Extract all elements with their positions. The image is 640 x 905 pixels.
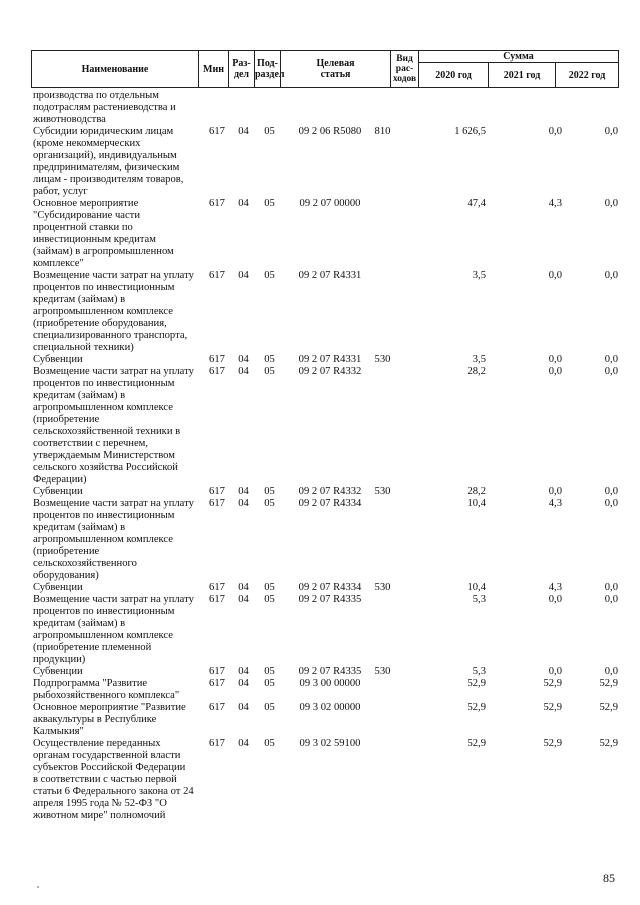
cell-podrazdel: 05: [264, 354, 275, 365]
cell-sum-2020: 52,9: [467, 702, 486, 713]
cell-sum-2022: 52,9: [599, 678, 618, 689]
header-2020: 2020 год: [419, 63, 489, 88]
cell-podrazdel: 05: [264, 498, 275, 509]
cell-razdel: 04: [238, 738, 249, 749]
row-name: Подпрограмма "Развитие рыбохозяйственного комплекса": [33, 678, 180, 701]
cell-sum-2020: 47,4: [467, 198, 486, 209]
cell-sum-2020: 28,2: [467, 486, 486, 497]
cell-ministry: 617: [209, 126, 225, 137]
table-row: [33, 366, 618, 486]
cell-razdel: 04: [238, 126, 249, 137]
cell-sum-2022: 0,0: [604, 594, 618, 605]
header-vid: Вид рас- ходов: [391, 51, 419, 88]
cell-sum-2020: 28,2: [467, 366, 486, 377]
row-name: Основное мероприятие "Развитие аквакультуры в Республике Калмыкия": [33, 702, 186, 737]
cell-ministry: 617: [209, 270, 225, 281]
cell-podrazdel: 05: [264, 126, 275, 137]
table-row: [33, 354, 618, 366]
row-name: Субвенции: [33, 666, 83, 677]
cell-razdel: 04: [238, 702, 249, 713]
cell-target-article: 09 2 07 R4331: [298, 270, 362, 281]
cell-target-article: 09 2 06 R5080: [298, 126, 362, 137]
cell-expense-type: 530: [374, 486, 391, 497]
table-row: [33, 498, 618, 582]
cell-ministry: 617: [209, 354, 225, 365]
cell-ministry: 617: [209, 498, 225, 509]
cell-razdel: 04: [238, 270, 249, 281]
cell-sum-2021: 0,0: [548, 126, 562, 137]
cell-sum-2021: 0,0: [548, 486, 562, 497]
cell-sum-2021: 0,0: [548, 270, 562, 281]
header-2022: 2022 год: [556, 63, 619, 88]
cell-sum-2020: 5,3: [472, 666, 486, 677]
cell-sum-2022: 0,0: [604, 498, 618, 509]
cell-razdel: 04: [238, 486, 249, 497]
cell-ministry: 617: [209, 594, 225, 605]
table-row: [33, 582, 618, 594]
cell-sum-2021: 0,0: [548, 354, 562, 365]
cell-target-article: 09 2 07 R4332: [298, 366, 362, 377]
cell-ministry: 617: [209, 366, 225, 377]
cell-razdel: 04: [238, 354, 249, 365]
cell-podrazdel: 05: [264, 198, 275, 209]
cell-razdel: 04: [238, 582, 249, 593]
cell-sum-2021: 4,3: [548, 582, 562, 593]
table-row: [33, 486, 618, 498]
row-name: Субсидии юридическим лицам (кроме некоммерческих организаций), индивидуальным предпринимателям, физическим лицам - производителям товаров, работ, услуг: [33, 126, 184, 197]
cell-sum-2022: 0,0: [604, 486, 618, 497]
cell-podrazdel: 05: [264, 702, 275, 713]
row-name: Возмещение части затрат на уплату процентов по инвестиционным кредитам (займам) в агропромышленном комплексе (приобретение племенной продукции): [33, 594, 194, 665]
cell-sum-2021: 52,9: [543, 738, 562, 749]
row-name: Субвенции: [33, 486, 83, 497]
table-row: [33, 126, 618, 198]
cell-sum-2020: 10,4: [467, 498, 486, 509]
table-row: [33, 270, 618, 354]
table-row: [33, 738, 618, 822]
table-row: [33, 594, 618, 666]
header-razdel: Раз- дел: [229, 51, 255, 88]
cell-podrazdel: 05: [264, 666, 275, 677]
cell-podrazdel: 05: [264, 582, 275, 593]
cell-sum-2020: 3,5: [472, 354, 486, 365]
table-row: [33, 90, 618, 126]
table-row: [33, 666, 618, 678]
table-row: [33, 198, 618, 270]
cell-target-article: 09 2 07 R4332: [298, 486, 362, 497]
cell-sum-2022: 0,0: [604, 366, 618, 377]
cell-sum-2022: 0,0: [604, 582, 618, 593]
cell-sum-2020: 5,3: [472, 594, 486, 605]
cell-sum-2020: 10,4: [467, 582, 486, 593]
table-row: [33, 678, 618, 702]
row-name: Осуществление переданных органам государственной власти субъектов Российской Федерации в соответствии с частью первой статьи 6 Федерального закона от 24 апреля 1995 года № 52-ФЗ "О животном мире" полномочий: [33, 738, 194, 821]
cell-podrazdel: 05: [264, 270, 275, 281]
cell-razdel: 04: [238, 198, 249, 209]
cell-sum-2021: 52,9: [543, 702, 562, 713]
cell-podrazdel: 05: [264, 678, 275, 689]
cell-sum-2020: 52,9: [467, 738, 486, 749]
header-podrazdel: Под- раздел: [255, 51, 281, 88]
table-row: [33, 702, 618, 738]
row-name: производства по отдельным подотраслям растениеводства и животноводства: [33, 90, 176, 125]
cell-sum-2021: 52,9: [543, 678, 562, 689]
cell-expense-type: 530: [374, 354, 391, 365]
cell-target-article: 09 2 07 R4334: [298, 498, 362, 509]
cell-target-article: 09 2 07 00000: [299, 198, 361, 209]
cell-sum-2022: 52,9: [599, 702, 618, 713]
row-name: Возмещение части затрат на уплату процентов по инвестиционным кредитам (займам) в агропромышленном комплексе (приобретение сельскохозяйственного оборудования): [33, 498, 194, 581]
cell-target-article: 09 2 07 R4335: [298, 666, 362, 677]
cell-ministry: 617: [209, 678, 225, 689]
cell-ministry: 617: [209, 486, 225, 497]
cell-ministry: 617: [209, 198, 225, 209]
cell-expense-type: 530: [374, 666, 391, 677]
cell-sum-2022: 0,0: [604, 666, 618, 677]
cell-sum-2020: 3,5: [472, 270, 486, 281]
header-name: Наименование: [32, 51, 199, 88]
cell-podrazdel: 05: [264, 594, 275, 605]
cell-expense-type: 810: [374, 126, 391, 137]
cell-sum-2022: 52,9: [599, 738, 618, 749]
cell-podrazdel: 05: [264, 738, 275, 749]
cell-target-article: 09 2 07 R4334: [298, 582, 362, 593]
cell-sum-2022: 0,0: [604, 198, 618, 209]
cell-sum-2022: 0,0: [604, 354, 618, 365]
header-target: Целевая статья: [281, 51, 391, 88]
cell-sum-2020: 1 626,5: [454, 126, 486, 137]
row-name: Основное мероприятие "Субсидирование части процентной ставки по инвестиционным кредитам (займам) в агропромышленном комплексе": [33, 198, 174, 269]
table-body: [33, 90, 618, 822]
cell-expense-type: 530: [374, 582, 391, 593]
table-header: [31, 50, 619, 88]
cell-sum-2021: 4,3: [548, 498, 562, 509]
cell-sum-2021: 0,0: [548, 594, 562, 605]
cell-ministry: 617: [209, 582, 225, 593]
cell-razdel: 04: [238, 678, 249, 689]
cell-target-article: 09 2 07 R4331: [298, 354, 362, 365]
cell-sum-2021: 0,0: [548, 366, 562, 377]
cell-podrazdel: 05: [264, 366, 275, 377]
cell-ministry: 617: [209, 738, 225, 749]
cell-sum-2022: 0,0: [604, 270, 618, 281]
cell-sum-2021: 4,3: [548, 198, 562, 209]
header-2021: 2021 год: [489, 63, 556, 88]
cell-sum-2021: 0,0: [548, 666, 562, 677]
cell-sum-2020: 52,9: [467, 678, 486, 689]
cell-razdel: 04: [238, 666, 249, 677]
cell-podrazdel: 05: [264, 486, 275, 497]
scan-speck: [37, 886, 39, 888]
cell-target-article: 09 3 02 59100: [299, 738, 361, 749]
page-number: 85: [603, 871, 615, 885]
header-min: Мин: [199, 51, 229, 88]
cell-ministry: 617: [209, 666, 225, 677]
cell-ministry: 617: [209, 702, 225, 713]
cell-sum-2022: 0,0: [604, 126, 618, 137]
cell-razdel: 04: [238, 366, 249, 377]
cell-razdel: 04: [238, 594, 249, 605]
cell-target-article: 09 2 07 R4335: [298, 594, 362, 605]
cell-target-article: 09 3 02 00000: [299, 702, 361, 713]
row-name: Возмещение части затрат на уплату процентов по инвестиционным кредитам (займам) в агропромышленном комплексе (приобретение оборудования, специализированного транспорта, специальной техники): [33, 270, 194, 353]
row-name: Субвенции: [33, 582, 83, 593]
row-name: Субвенции: [33, 354, 83, 365]
cell-razdel: 04: [238, 498, 249, 509]
row-name: Возмещение части затрат на уплату процентов по инвестиционным кредитам (займам) в агропромышленном комплексе (приобретение сельскохозяйственной техники в соответствии с перечнем, утверждаемым Министерством сельского хозяйства Российской Федерации): [33, 366, 194, 485]
header-summa: Сумма: [419, 51, 619, 63]
cell-target-article: 09 3 00 00000: [299, 678, 361, 689]
